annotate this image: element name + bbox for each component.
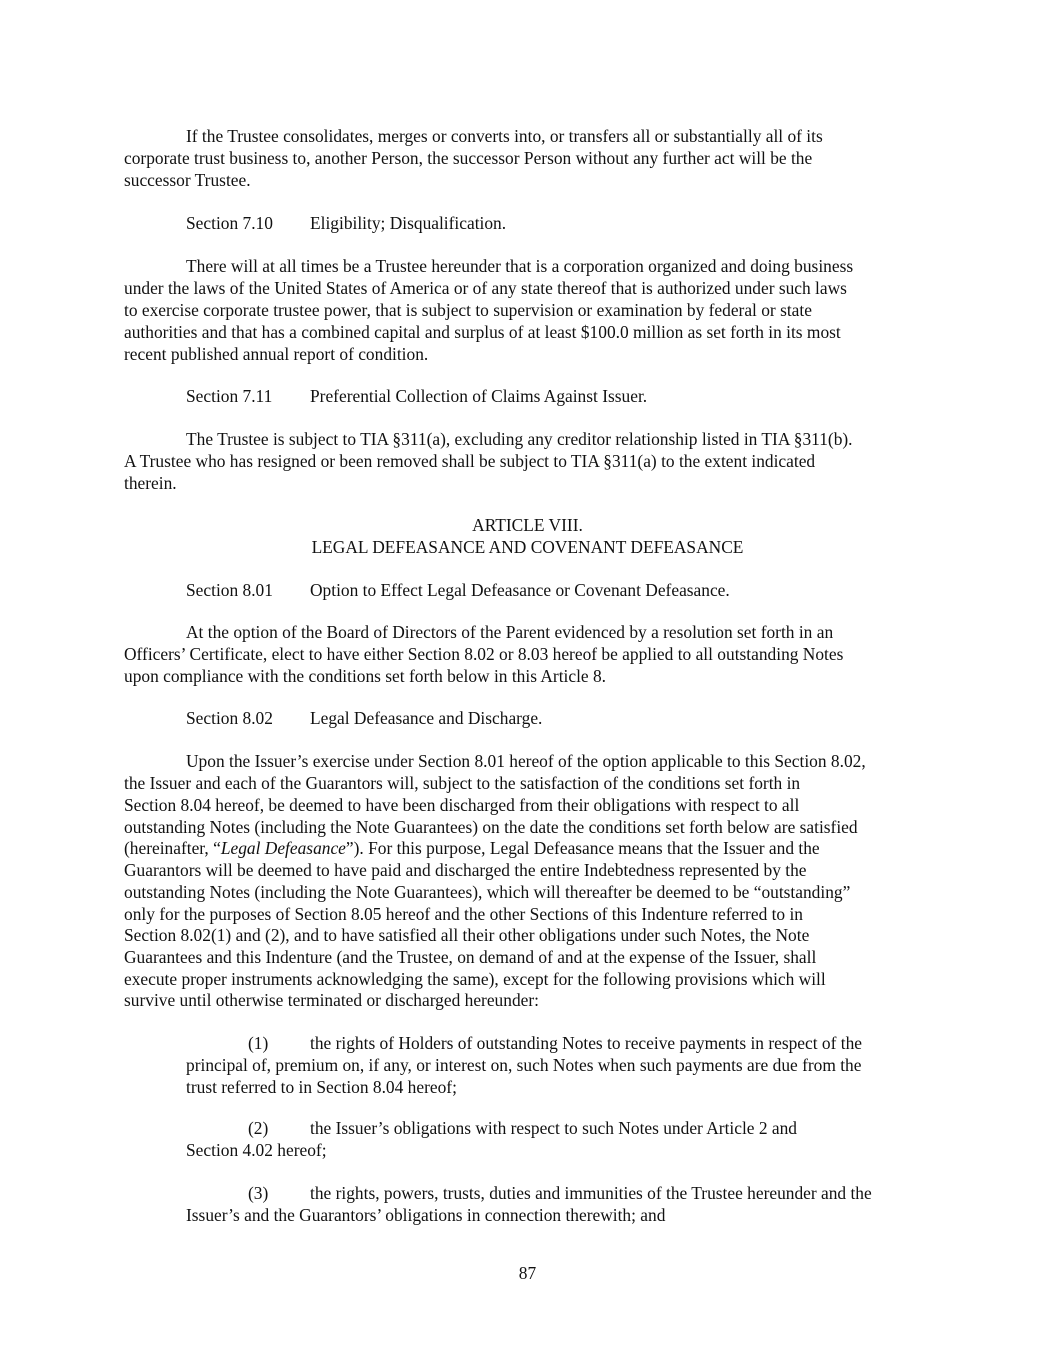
text-line: Section 4.02 hereof; [186,1140,327,1160]
section-title: Option to Effect Legal Defeasance or Covenant Defeasance. [310,580,730,600]
text-line: the Issuer’s obligations with respect to such Notes under Article 2 and [310,1118,797,1138]
text-line: Guarantees and this Indenture (and the Trustee, on demand of and at the expense of the Issuer, shall [124,947,817,967]
page-number: 87 [518,1263,537,1283]
text-line: under the laws of the United States of America or of any state thereof that is authorized under such laws [124,278,847,298]
text-line: outstanding Notes (including the Note Guarantees), which will thereafter be deemed to be “outstanding” [124,882,851,902]
text-line: Section 8.04 hereof, be deemed to have been discharged from their obligations with respect to all [124,795,800,815]
text-line: authorities and that has a combined capital and surplus of at least $100.0 million as set forth in its most [124,322,841,342]
text-line: Guarantors will be deemed to have paid and discharged the entire Indebtedness represented by the [124,860,807,880]
text-line: principal of, premium on, if any, or interest on, such Notes when such payments are due from the [186,1055,862,1075]
text-line: Officers’ Certificate, elect to have either Section 8.02 or 8.03 hereof be applied to all outstanding Notes [124,644,844,664]
text-line: the rights, powers, trusts, duties and immunities of the Trustee hereunder and the [310,1183,872,1203]
section-number: Section 8.01 [186,580,273,600]
text-line: to exercise corporate trustee power, that is subject to supervision or examination by federal or state [124,300,812,320]
text-segment: ”). For this purpose, Legal Defeasance means that the Issuer and the [345,838,820,858]
text-line: The Trustee is subject to TIA §311(a), excluding any creditor relationship listed in TIA §311(b). [186,429,853,449]
defined-term-legal-defeasance: Legal Defeasance [220,838,346,858]
text-line: outstanding Notes (including the Note Guarantees) on the date the conditions set forth below are satisfied [124,817,858,837]
section-number: Section 8.02 [186,708,273,728]
article-title: LEGAL DEFEASANCE AND COVENANT DEFEASANCE [311,537,744,557]
text-line [124,837,820,859]
item-label: (3) [248,1183,269,1203]
text-line: successor Trustee. [124,170,251,190]
text-segment: (hereinafter, “ [124,838,221,858]
text-line: only for the purposes of Section 8.05 hereof and the other Sections of this Indenture referred to in [124,904,804,924]
text-line: At the option of the Board of Directors of the Parent evidenced by a resolution set forth in an [186,622,834,642]
section-number: Section 7.11 [186,386,273,406]
text-line: Section 8.02(1) and (2), and to have satisfied all their other obligations under such Notes, the Note [124,925,810,945]
section-title: Preferential Collection of Claims Against Issuer. [310,386,648,406]
section-title: Legal Defeasance and Discharge. [310,708,543,728]
text-line: Upon the Issuer’s exercise under Section 8.01 hereof of the option applicable to this Section 8.02, [186,751,866,771]
item-label: (2) [248,1118,269,1138]
text-line: the Issuer and each of the Guarantors will, subject to the satisfaction of the conditions set forth in [124,773,801,793]
text-line: recent published annual report of condition. [124,344,429,364]
text-line: Issuer’s and the Guarantors’ obligations in connection therewith; and [186,1205,666,1225]
article-number: ARTICLE VIII. [472,515,583,535]
item-label: (1) [248,1033,269,1053]
text-line: If the Trustee consolidates, merges or converts into, or transfers all or substantially all of its [186,126,823,146]
text-line: There will at all times be a Trustee hereunder that is a corporation organized and doing business [186,256,854,276]
text-line: survive until otherwise terminated or discharged hereunder: [124,990,539,1010]
text-line: execute proper instruments acknowledging the same), except for the following provisions which will [124,969,826,989]
text-line: the rights of Holders of outstanding Notes to receive payments in respect of the [310,1033,863,1053]
section-number: Section 7.10 [186,213,273,233]
text-line: A Trustee who has resigned or been removed shall be subject to TIA §311(a) to the extent indicated [124,451,816,471]
text-line: corporate trust business to, another Person, the successor Person without any further act will be the [124,148,813,168]
section-title: Eligibility; Disqualification. [310,213,507,233]
text-line: trust referred to in Section 8.04 hereof; [186,1077,457,1097]
text-line: upon compliance with the conditions set forth below in this Article 8. [124,666,607,686]
text-line: therein. [124,473,177,493]
